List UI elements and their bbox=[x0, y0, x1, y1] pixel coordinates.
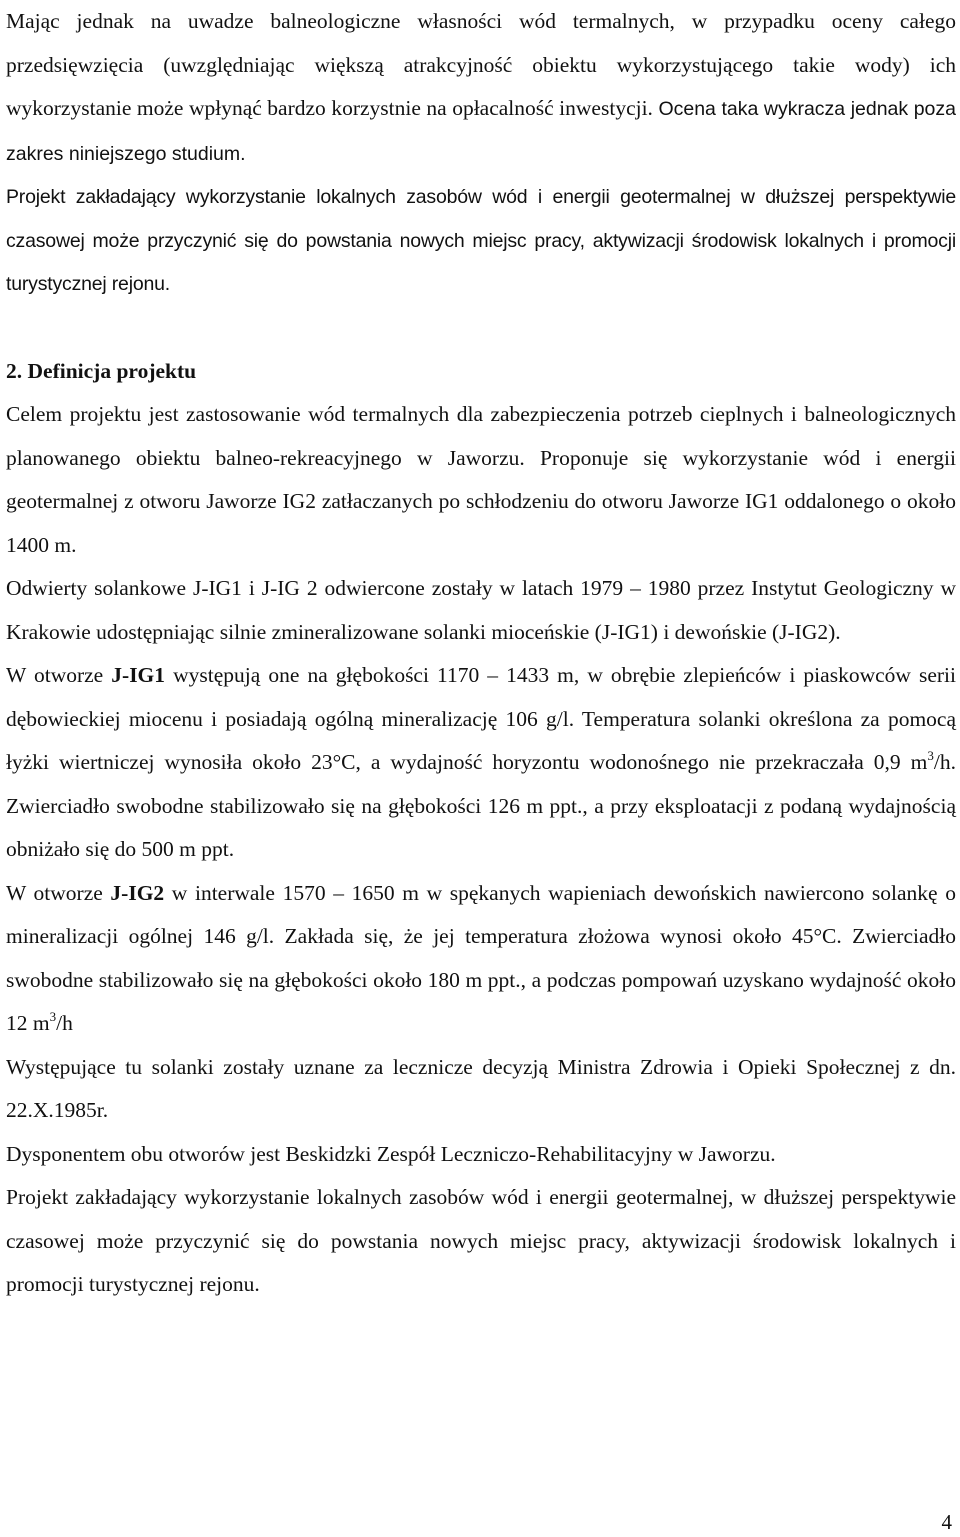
paragraph-project-benefits: Projekt zakładający wykorzystanie lokalnych zasobów wód i energii geotermalnej w dłuższej perspektywie czasowej może przyczynić się do powstania nowych miejsc pracy, aktywizacji środowisk lokalnych i promocji turystycznej rejonu. bbox=[6, 186, 956, 295]
jig2-text-end: /h bbox=[56, 1011, 73, 1035]
paragraph-project-goal: Celem projektu jest zastosowanie wód termalnych dla zabezpieczenia potrzeb cieplnych i balneologicznych planowanego obiektu balneo-rekreacyjnego w Jaworzu. Proponuje się wykorzystanie wód i energii geotermalnej z otworu Jaworze IG2 zatłaczanych po schłodzeniu do otworu Jaworze IG1 oddalonego o około 1400 m. bbox=[6, 402, 956, 557]
jig1-label: J-IG1 bbox=[111, 663, 166, 687]
paragraph-boreholes: Odwierty solankowe J-IG1 i J-IG 2 odwiercone zostały w latach 1979 – 1980 przez Instytut Geologiczny w Krakowie udostępniając silnie zmineralizowane solanki mioceńskie (J-IG1) i dewońskie (J-IG2). bbox=[6, 576, 956, 644]
jig2-superscript: 3 bbox=[49, 1009, 57, 1024]
jig1-text-start: W otworze bbox=[6, 663, 112, 687]
paragraph-intro-main: Mając jednak na uwadze balneologiczne własności wód termalnych, w przypadku oceny całego przedsięwzięcia (uwzględniając większą atrakcyjność obiektu wykorzystującego takie wody) ich wykorzystanie może wpłynąć bardzo korzystnie na opłacalność inwestycji. bbox=[6, 9, 956, 120]
jig2-text-middle: w interwale 1570 – 1650 m w spękanych wapieniach dewońskich nawiercono solankę o mineralizacji ogólnej 146 g/l. Zakłada się, że jej temperatura złożowa wynosi około 45°C. Zwierciadło swobodne stabilizowało się na głębokości około 180 m ppt., a podczas pompowań uzyskano wydajność około 12 m bbox=[6, 880, 956, 1035]
paragraph-project-summary: Projekt zakładający wykorzystanie lokalnych zasobów wód i energii geotermalnej, w dłuższej perspektywie czasowej może przyczynić się do powstania nowych miejsc pracy, aktywizacji środowisk lokalnych i promocji turystycznej rejonu. bbox=[6, 1185, 956, 1296]
paragraph-intro bbox=[6, 0, 956, 176]
page-number: 4 bbox=[941, 1510, 952, 1534]
jig1-superscript: 3 bbox=[927, 748, 934, 763]
jig2-label: J-IG2 bbox=[110, 880, 165, 905]
section-heading: 2. Definicja projektu bbox=[6, 358, 197, 383]
paragraph-owner: Dysponentem obu otworów jest Beskidzki Zespół Leczniczo-Rehabilitacyjny w Jaworzu. bbox=[6, 1141, 776, 1166]
jig2-text-start: W otworze bbox=[6, 880, 111, 905]
paragraph-borehole-jig2 bbox=[6, 872, 956, 1046]
jig1-text-middle: występują one na głębokości 1170 – 1433 m, w obrębie zlepieńców i piaskowców serii dębowieckiej miocenu i posiadają ogólną mineralizację 106 g/l. Temperatura solanki określona za pomocą łyżki wiertniczej wynosiła około 23°C, a wydajność horyzontu wodonośnego nie przekraczała 0,9 m bbox=[6, 663, 956, 774]
paragraph-borehole-jig1 bbox=[6, 654, 956, 872]
paragraph-medical-status: Występujące tu solanki zostały uznane za lecznicze decyzją Ministra Zdrowia i Opieki Społecznej z dn. 22.X.1985r. bbox=[6, 1054, 956, 1122]
document-page bbox=[6, 0, 956, 1307]
paragraph-intro-tail: Ocena taka wykracza jednak poza zakres niniejszego studium. bbox=[6, 98, 956, 165]
jig1-text-end: /h. Zwierciadło swobodne stabilizowało się na głębokości 126 m ppt., a przy eksploatacji z podaną wydajnością obniżało się do 500 m ppt. bbox=[6, 750, 956, 861]
